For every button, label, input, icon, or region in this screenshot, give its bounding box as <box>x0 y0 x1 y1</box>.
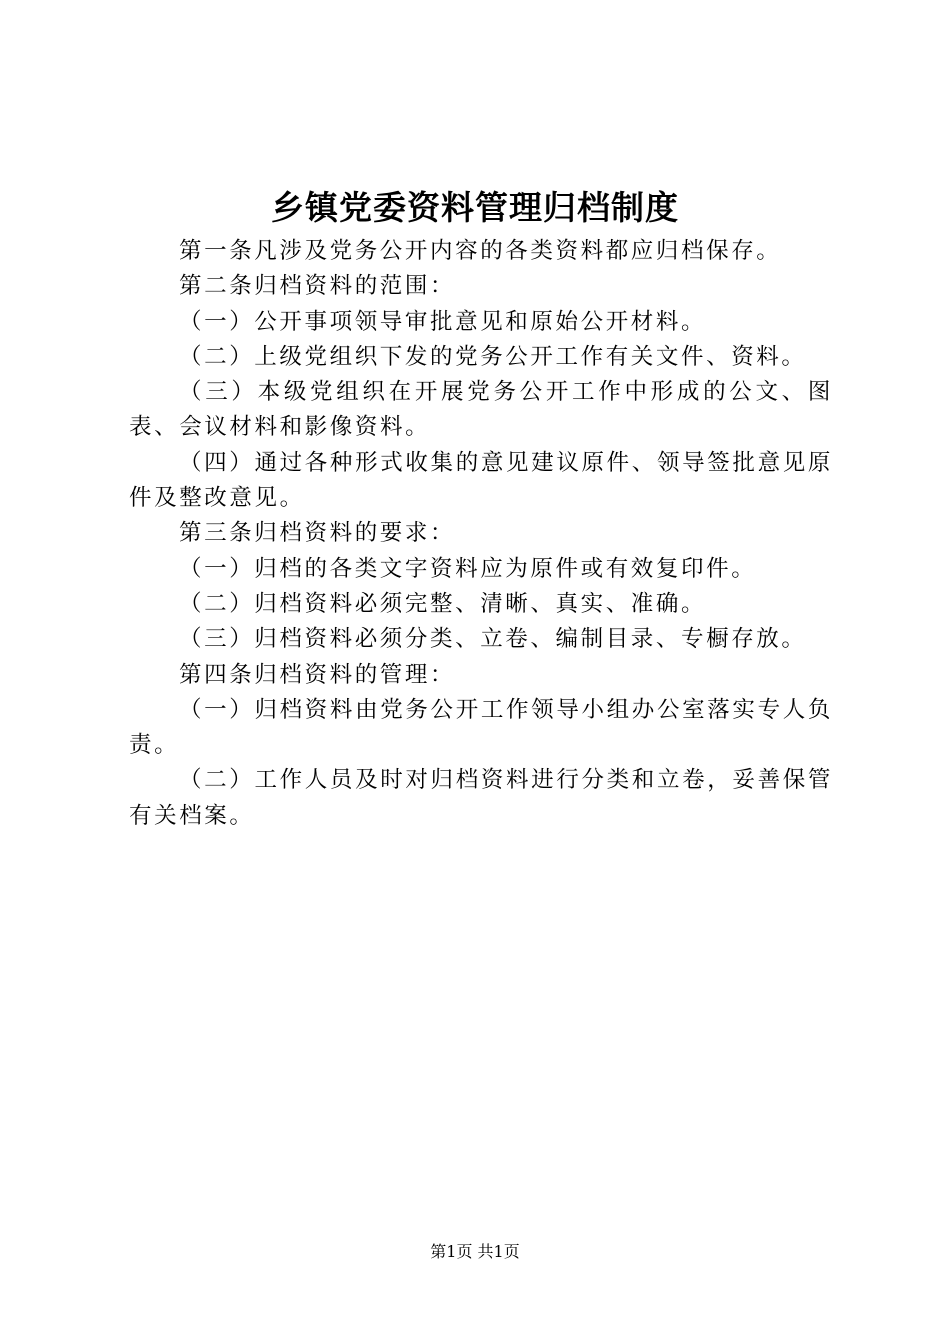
paragraph-article-3-item-1: （一）归档的各类文字资料应为原件或有效复印件。 <box>179 555 757 582</box>
document-body <box>129 234 833 834</box>
paragraph-article-3: 第三条归档资料的要求： <box>179 520 456 547</box>
document-title: 乡镇党委资料管理归档制度 <box>271 188 679 227</box>
paragraph-article-2-item-2: （二）上级党组织下发的党务公开工作有关文件、资料。 <box>179 343 807 370</box>
page-number-footer: 第1页 共1页 <box>430 1242 520 1261</box>
paragraph-article-4: 第四条归档资料的管理： <box>179 661 456 688</box>
paragraph-article-2-item-4: （四）通过各种形式收集的意见建议原件、领导签批意见原件及整改意见。 <box>129 449 833 512</box>
paragraph-article-3-item-3: （三）归档资料必须分类、立卷、编制目录、专橱存放。 <box>179 626 807 653</box>
paragraph-article-2-item-3: （三）本级党组织在开展党务公开工作中形成的公文、图表、会议材料和影像资料。 <box>129 379 833 441</box>
paragraph-article-4-item-1: （一）归档资料由党务公开工作领导小组办公室落实专人负责。 <box>129 696 833 759</box>
paragraph-article-2: 第二条归档资料的范围： <box>179 273 456 300</box>
paragraph-article-1: 第一条凡涉及党务公开内容的各类资料都应归档保存。 <box>179 238 782 264</box>
paragraph-article-3-item-2: （二）归档资料必须完整、清晰、真实、准确。 <box>179 590 707 617</box>
paragraph-article-4-item-2: （二）工作人员及时对归档资料进行分类和立卷，妥善保管有关档案。 <box>129 767 833 829</box>
paragraph-article-2-item-1: （一）公开事项领导审批意见和原始公开材料。 <box>179 308 707 335</box>
